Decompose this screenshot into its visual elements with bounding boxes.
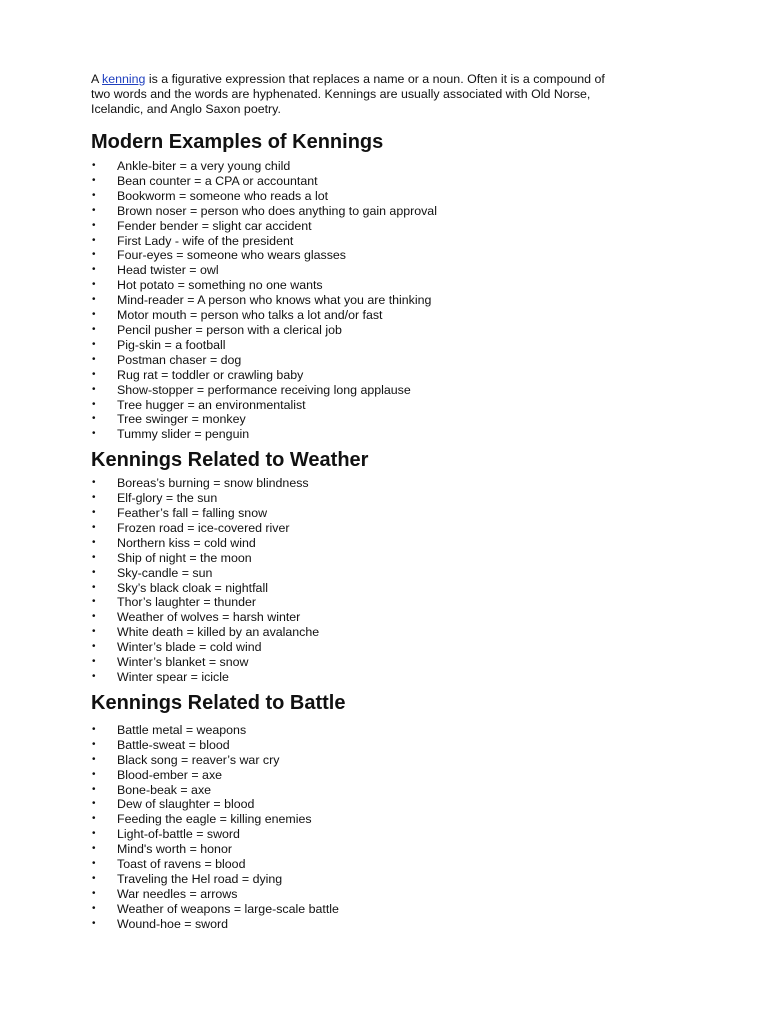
- list-item-text: Bean counter = a CPA or accountant: [117, 173, 318, 188]
- bullet-icon: •: [92, 768, 96, 780]
- bullet-icon: •: [92, 492, 96, 504]
- bullet-icon: •: [92, 843, 96, 855]
- list-item: [91, 248, 681, 263]
- bullet-icon: •: [92, 368, 96, 380]
- list-item: [91, 491, 681, 506]
- list-item: [91, 738, 681, 753]
- bullet-icon: •: [92, 917, 96, 929]
- list-item-text: Ankle-biter = a very young child: [117, 159, 291, 173]
- list-item: [91, 827, 681, 842]
- list-item-text: Feeding the eagle = killing enemies: [117, 812, 312, 827]
- list-item-text: Feather’s fall = falling snow: [117, 506, 268, 521]
- list-item-text: Brown noser = person who does anything to gain approval: [117, 203, 437, 218]
- list-item: [91, 797, 681, 812]
- bullet-icon: •: [92, 249, 96, 261]
- section-3: [91, 691, 681, 932]
- bullet-icon: •: [92, 858, 96, 870]
- list-item: [91, 159, 681, 174]
- list-item-text: Tree hugger = an environmentalist: [117, 397, 306, 412]
- list-item-text: Weather of weapons = large-scale battle: [117, 901, 339, 916]
- list-item-text: Thor’s laughter = thunder: [117, 595, 257, 610]
- kenning-link[interactable]: kenning: [102, 72, 146, 86]
- list-item: [91, 610, 681, 625]
- bullet-icon: •: [92, 521, 96, 533]
- bullet-icon: •: [92, 783, 96, 795]
- list-item-text: Weather of wolves = harsh winter: [117, 610, 301, 625]
- bullet-icon: •: [92, 656, 96, 668]
- list-item-text: Postman chaser = dog: [117, 352, 242, 367]
- bullet-icon: •: [92, 828, 96, 840]
- list-item-text: Winter’s blanket = snow: [117, 655, 249, 670]
- kenning-list: [91, 723, 681, 932]
- list-item-text: War needles = arrows: [117, 886, 238, 901]
- list-item-text: Blood-ember = axe: [117, 767, 223, 782]
- bullet-icon: •: [92, 626, 96, 638]
- list-item-text: Tummy slider = penguin: [117, 427, 250, 442]
- bullet-icon: •: [92, 160, 96, 171]
- list-item: [91, 655, 681, 670]
- list-item-text: Elf-glory = the sun: [117, 491, 218, 506]
- bullet-icon: •: [92, 204, 96, 216]
- list-item: [91, 536, 681, 551]
- list-item: [91, 551, 681, 566]
- list-item: [91, 887, 681, 902]
- list-item-text: Battle-sweat = blood: [117, 737, 230, 752]
- bullet-icon: •: [92, 641, 96, 653]
- bullet-icon: •: [92, 753, 96, 765]
- list-item-text: Hot potato = something no one wants: [117, 278, 323, 293]
- list-item: [91, 917, 681, 932]
- bullet-icon: •: [92, 294, 96, 306]
- bullet-icon: •: [92, 264, 96, 276]
- list-item-text: Frozen road = ice-covered river: [117, 520, 290, 535]
- list-item: [91, 308, 681, 323]
- list-item-text: Motor mouth = person who talks a lot and/or fast: [117, 308, 383, 323]
- section-heading: Modern Examples of Kennings: [91, 131, 384, 153]
- list-item: [91, 398, 681, 413]
- list-item-text: Rug rat = toddler or crawling baby: [117, 367, 304, 382]
- intro-line-3: Icelandic, and Anglo Saxon poetry.: [91, 102, 281, 116]
- bullet-icon: •: [92, 581, 96, 593]
- list-item-text: Northern kiss = cold wind: [117, 535, 256, 550]
- bullet-icon: •: [92, 309, 96, 321]
- bullet-icon: •: [92, 219, 96, 231]
- list-item-text: Sky-candle = sun: [117, 565, 213, 580]
- bullet-icon: •: [92, 551, 96, 563]
- list-item-text: Pencil pusher = person with a clerical job: [117, 322, 342, 337]
- bullet-icon: •: [92, 566, 96, 578]
- list-item-text: Head twister = owl: [117, 263, 219, 278]
- list-item-text: Wound-hoe = sword: [117, 916, 229, 931]
- list-item: [91, 723, 681, 738]
- bullet-icon: •: [92, 383, 96, 395]
- list-item-text: Sky’s black cloak = nightfall: [117, 580, 268, 595]
- list-item: [91, 427, 681, 442]
- list-item: [91, 263, 681, 278]
- list-item: [91, 174, 681, 189]
- section-heading: Kennings Related to Battle: [91, 691, 346, 714]
- list-item-text: Ship of night = the moon: [117, 550, 252, 565]
- intro-line-1-rest: is a figurative expression that replaces a name or a noun. Often it is a compound of: [145, 72, 605, 86]
- list-item-text: Winter’s blade = cold wind: [117, 640, 262, 655]
- bullet-icon: •: [92, 189, 96, 201]
- list-item: [91, 753, 681, 768]
- bullet-icon: •: [92, 338, 96, 350]
- bullet-icon: •: [92, 323, 96, 335]
- list-item-text: Pig-skin = a football: [117, 337, 226, 352]
- list-item-text: White death = killed by an avalanche: [117, 625, 320, 640]
- list-item: [91, 521, 681, 536]
- list-item: [91, 581, 681, 596]
- list-item-text: Dew of slaughter = blood: [117, 797, 255, 812]
- kenning-list: [91, 476, 681, 685]
- list-item: [91, 625, 681, 640]
- list-item: [91, 670, 681, 685]
- section-heading: Kennings Related to Weather: [91, 449, 369, 472]
- list-item: [91, 506, 681, 521]
- list-item-text: Four-eyes = someone who wears glasses: [117, 248, 346, 263]
- list-item: [91, 204, 681, 219]
- list-item: [91, 368, 681, 383]
- list-item: [91, 595, 681, 610]
- list-item: [91, 857, 681, 872]
- list-item-text: Black song = reaver’s war cry: [117, 752, 280, 767]
- list-item: [91, 293, 681, 308]
- list-item: [91, 353, 681, 368]
- list-item-text: Traveling the Hel road = dying: [117, 871, 283, 886]
- list-item-text: Battle metal = weapons: [117, 722, 247, 737]
- bullet-icon: •: [92, 671, 96, 682]
- list-item: [91, 640, 681, 655]
- list-item: [91, 383, 681, 398]
- bullet-icon: •: [92, 872, 96, 884]
- kenning-list: [91, 159, 681, 442]
- list-item: [91, 219, 681, 234]
- list-item: [91, 872, 681, 887]
- list-item-text: Fender bender = slight car accident: [117, 218, 312, 233]
- list-item-text: Boreas’s burning = snow blindness: [117, 476, 309, 491]
- bullet-icon: •: [92, 353, 96, 365]
- bullet-icon: •: [92, 428, 96, 440]
- bullet-icon: •: [92, 798, 96, 810]
- list-item-text: Mind's worth = honor: [117, 842, 232, 857]
- intro-paragraph: [91, 72, 681, 117]
- intro-prefix: A: [91, 72, 103, 86]
- bullet-icon: •: [92, 813, 96, 825]
- list-item-text: Tree swinger = monkey: [117, 412, 246, 427]
- sections-container: [91, 130, 681, 932]
- list-item: [91, 842, 681, 857]
- intro-line-2: two words and the words are hyphenated. Kennings are usually associated with Old Norse,: [91, 87, 591, 101]
- list-item-text: Bone-beak = axe: [117, 782, 212, 797]
- bullet-icon: •: [92, 174, 96, 186]
- list-item-text: Light-of-battle = sword: [117, 827, 240, 842]
- bullet-icon: •: [92, 723, 96, 735]
- list-item: [91, 189, 681, 204]
- bullet-icon: •: [92, 477, 96, 489]
- section-2: [91, 448, 681, 685]
- list-item-text: Toast of ravens = blood: [117, 857, 246, 872]
- list-item-text: Mind-reader = A person who knows what you are thinking: [117, 293, 432, 308]
- bullet-icon: •: [92, 398, 96, 410]
- list-item: [91, 234, 681, 249]
- list-item: [91, 476, 681, 491]
- bullet-icon: •: [92, 536, 96, 548]
- bullet-icon: •: [92, 507, 96, 519]
- bullet-icon: •: [92, 611, 96, 623]
- list-item: [91, 323, 681, 338]
- list-item: [91, 768, 681, 783]
- list-item-text: Winter spear = icicle: [117, 670, 229, 684]
- bullet-icon: •: [92, 887, 96, 899]
- bullet-icon: •: [92, 279, 96, 291]
- list-item: [91, 338, 681, 353]
- document-page: [91, 72, 681, 932]
- list-item-text: Bookworm = someone who reads a lot: [117, 188, 329, 203]
- bullet-icon: •: [92, 596, 96, 608]
- bullet-icon: •: [92, 738, 96, 750]
- list-item: [91, 902, 681, 917]
- bullet-icon: •: [92, 234, 96, 246]
- section-1: [91, 130, 681, 442]
- bullet-icon: •: [92, 413, 96, 425]
- list-item-text: Show-stopper = performance receiving long applause: [117, 382, 411, 397]
- list-item: [91, 412, 681, 427]
- list-item-text: First Lady - wife of the president: [117, 233, 294, 248]
- list-item: [91, 812, 681, 827]
- list-item: [91, 278, 681, 293]
- bullet-icon: •: [92, 902, 96, 914]
- list-item: [91, 783, 681, 798]
- list-item: [91, 566, 681, 581]
